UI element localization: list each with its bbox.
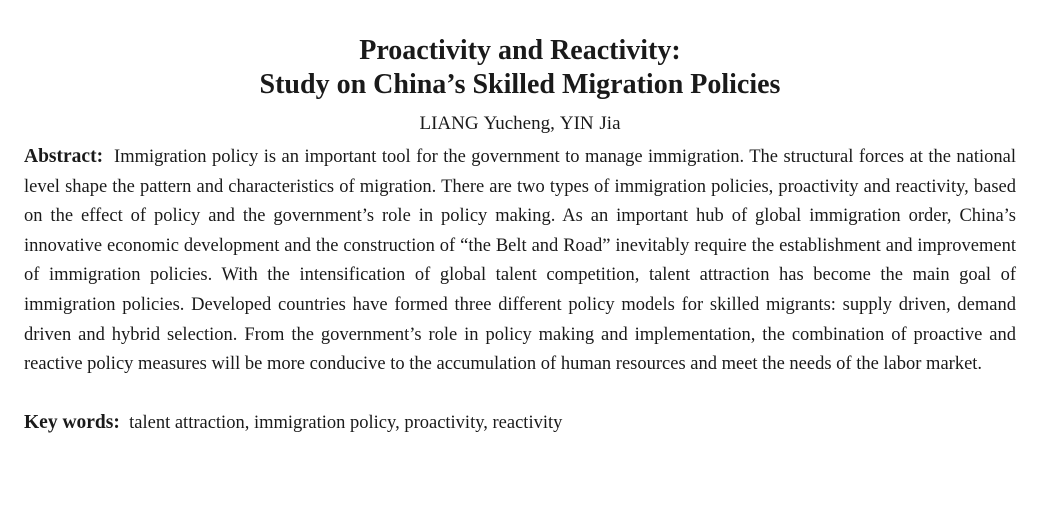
keywords-paragraph: [24, 410, 1016, 436]
paper-title-line-2: Study on China’s Skilled Migration Policies: [259, 69, 781, 100]
paper-title-line-1: Proactivity and Reactivity:: [359, 35, 681, 66]
authors: LIANG Yucheng, YIN Jia: [419, 113, 621, 134]
abstract-text: Immigration policy is an important tool for the government to manage immigration. The structural forces at the national level shape the pattern and characteristics of migration. There are two types of immigration policies, proactivity and reactivity, based on the effect of policy and the government’s role in policy making. As an important hub of global immigration order, China’s innovative economic development and the construction of “the Belt and Road” inevitably require the establishment and improvement of immigration policies. With the intensification of global talent competition, talent attraction has become the main goal of immigration policies. Developed countries have formed three different policy models for skilled migrants: supply driven, demand driven and hybrid selection. From the government’s role in policy making and implementation, the combination of proactive and reactive policy measures will be more conducive to the accumulation of human resources and meet the needs of the labor market.: [24, 147, 1017, 375]
keywords-label: Key words:: [24, 411, 120, 433]
abstract-paragraph: [24, 142, 1016, 380]
abstract-label: Abstract:: [24, 146, 104, 167]
keywords-text: talent attraction, immigration policy, proactivity, reactivity: [129, 412, 563, 433]
title-block: [24, 0, 1016, 102]
